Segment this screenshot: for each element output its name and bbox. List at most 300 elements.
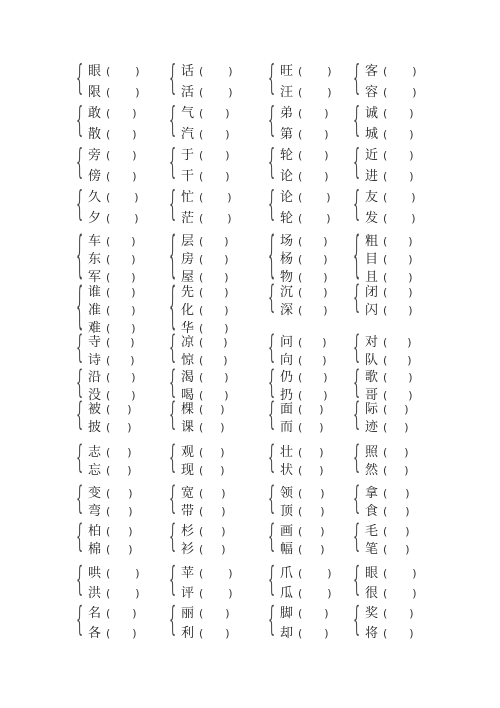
brace-glyph: {	[169, 101, 177, 142]
character: 物	[280, 270, 294, 285]
open-paren: (	[383, 421, 388, 434]
open-paren: (	[199, 322, 204, 335]
word-row	[365, 502, 410, 518]
character: 弟	[280, 106, 294, 121]
word-row	[88, 443, 132, 459]
character: 深	[280, 303, 294, 318]
close-paren: )	[131, 271, 136, 284]
brace-glyph: {	[169, 601, 177, 641]
word-row	[88, 209, 139, 225]
open-paren: (	[106, 304, 111, 317]
brace-glyph: {	[268, 440, 276, 478]
character: 各	[88, 626, 102, 641]
close-paren: )	[327, 587, 332, 600]
word-row	[280, 604, 329, 620]
word-row	[181, 461, 225, 477]
word-row	[88, 146, 137, 162]
word-row	[365, 301, 413, 317]
open-paren: (	[106, 65, 111, 78]
close-paren: )	[131, 304, 136, 317]
close-paren: )	[128, 543, 133, 556]
close-paren: )	[323, 235, 328, 248]
open-paren: (	[199, 464, 204, 477]
open-paren: (	[106, 271, 111, 284]
close-paren: )	[224, 322, 229, 335]
brace-glyph: {	[76, 397, 84, 435]
close-paren: )	[324, 107, 329, 120]
open-paren: (	[106, 322, 111, 335]
character: 弯	[88, 504, 102, 519]
close-paren: )	[411, 212, 416, 225]
character: 队	[365, 353, 379, 368]
word-row	[181, 540, 226, 556]
open-paren: (	[298, 86, 303, 99]
close-paren: )	[132, 170, 137, 183]
word-row	[181, 268, 229, 284]
close-paren: )	[409, 149, 414, 162]
character: 场	[280, 234, 294, 249]
open-paren: (	[383, 567, 388, 580]
close-paren: )	[225, 149, 230, 162]
word-row	[365, 418, 409, 434]
close-paren: )	[405, 505, 410, 518]
open-paren: (	[383, 336, 388, 349]
character: 粗	[365, 234, 379, 249]
open-paren: (	[106, 286, 111, 299]
character: 近	[365, 148, 379, 163]
word-row	[280, 400, 324, 416]
open-paren: (	[199, 235, 204, 248]
brace-glyph: {	[268, 365, 276, 403]
character: 华	[181, 321, 195, 336]
close-paren: )	[408, 286, 413, 299]
brace-glyph: {	[268, 101, 276, 142]
character: 面	[280, 402, 294, 417]
character: 轮	[280, 148, 294, 163]
word-row	[365, 283, 413, 299]
character: 奖	[365, 606, 379, 621]
character: 诗	[88, 353, 102, 368]
character: 沿	[88, 370, 102, 385]
close-paren: )	[128, 505, 133, 518]
character: 领	[280, 486, 294, 501]
open-paren: (	[298, 464, 303, 477]
character: 房	[181, 252, 195, 267]
character: 久	[88, 190, 102, 205]
character: 脚	[280, 606, 294, 621]
character: 食	[365, 504, 379, 519]
character: 将	[365, 626, 379, 641]
close-paren: )	[404, 464, 409, 477]
character: 惊	[181, 353, 195, 368]
close-paren: )	[134, 191, 139, 204]
close-paren: )	[412, 567, 417, 580]
brace-glyph: {	[169, 59, 177, 100]
character: 却	[280, 626, 294, 641]
word-row	[365, 443, 409, 459]
character: 壮	[280, 445, 294, 460]
open-paren: (	[199, 253, 204, 266]
character: 幅	[280, 542, 294, 557]
word-row	[280, 502, 325, 518]
close-paren: )	[221, 487, 226, 500]
brace-glyph: {	[169, 365, 177, 403]
close-paren: )	[127, 464, 132, 477]
open-paren: (	[298, 286, 303, 299]
open-paren: (	[199, 86, 204, 99]
character: 利	[181, 626, 195, 641]
open-paren: (	[106, 464, 111, 477]
close-paren: )	[135, 65, 140, 78]
close-paren: )	[131, 253, 136, 266]
word-row	[365, 461, 409, 477]
brace-glyph: {	[353, 143, 361, 184]
close-paren: )	[327, 86, 332, 99]
close-paren: )	[324, 170, 329, 183]
brace-glyph: {	[76, 59, 84, 100]
brace-glyph: {	[353, 101, 361, 142]
word-row	[181, 351, 228, 367]
character: 宽	[181, 486, 195, 501]
close-paren: )	[324, 128, 329, 141]
close-paren: )	[132, 128, 137, 141]
close-paren: )	[224, 271, 229, 284]
close-paren: )	[319, 403, 324, 416]
brace-glyph: {	[169, 397, 177, 435]
close-paren: )	[409, 607, 414, 620]
word-row	[365, 167, 414, 183]
character: 眼	[365, 566, 379, 581]
brace-glyph: {	[268, 143, 276, 184]
word-row	[280, 209, 331, 225]
word-row	[181, 502, 226, 518]
open-paren: (	[298, 336, 303, 349]
close-paren: )	[409, 107, 414, 120]
close-paren: )	[132, 107, 137, 120]
word-row	[280, 443, 324, 459]
close-paren: )	[131, 371, 136, 384]
word-row	[181, 167, 230, 183]
open-paren: (	[106, 253, 111, 266]
word-row	[365, 62, 417, 78]
character: 于	[181, 148, 195, 163]
open-paren: (	[383, 464, 388, 477]
word-row	[181, 443, 225, 459]
close-paren: )	[326, 212, 331, 225]
open-paren: (	[199, 354, 204, 367]
character: 课	[181, 420, 195, 435]
word-row	[88, 301, 136, 317]
word-row	[280, 188, 331, 204]
word-row	[181, 232, 229, 248]
word-row	[280, 146, 329, 162]
close-paren: )	[319, 446, 324, 459]
character: 客	[365, 64, 379, 79]
brace-glyph: {	[353, 330, 361, 368]
open-paren: (	[199, 505, 204, 518]
word-row	[280, 104, 329, 120]
word-row	[280, 564, 332, 580]
character: 评	[181, 586, 195, 601]
character: 志	[88, 445, 102, 460]
character: 变	[88, 486, 102, 501]
open-paren: (	[383, 607, 388, 620]
close-paren: )	[131, 389, 136, 402]
open-paren: (	[106, 336, 111, 349]
character: 进	[365, 169, 379, 184]
open-paren: (	[199, 543, 204, 556]
word-row	[181, 522, 226, 538]
word-row	[181, 283, 229, 299]
close-paren: )	[220, 446, 225, 459]
brace-glyph: {	[169, 279, 177, 337]
character: 笔	[365, 542, 379, 557]
character: 汽	[181, 127, 195, 142]
word-row	[181, 188, 232, 204]
close-paren: )	[220, 421, 225, 434]
close-paren: )	[324, 607, 329, 620]
character: 沉	[280, 285, 294, 300]
close-paren: )	[322, 336, 327, 349]
character: 照	[365, 445, 379, 460]
character: 夕	[88, 211, 102, 226]
close-paren: )	[224, 253, 229, 266]
word-row	[181, 125, 230, 141]
close-paren: )	[225, 128, 230, 141]
brace-glyph: {	[268, 330, 276, 368]
word-row	[280, 62, 332, 78]
word-row	[280, 522, 325, 538]
open-paren: (	[199, 212, 204, 225]
brace-glyph: {	[76, 279, 84, 337]
brace-glyph: {	[353, 365, 361, 403]
character: 丽	[181, 606, 195, 621]
brace-glyph: {	[353, 59, 361, 100]
character: 干	[181, 169, 195, 184]
open-paren: (	[298, 567, 303, 580]
open-paren: (	[106, 543, 111, 556]
word-row	[88, 461, 132, 477]
open-paren: (	[298, 271, 303, 284]
character: 车	[88, 234, 102, 249]
word-row	[365, 540, 410, 556]
character: 棵	[181, 402, 195, 417]
character: 顶	[280, 504, 294, 519]
close-paren: )	[407, 336, 412, 349]
brace-glyph: {	[268, 280, 276, 318]
brace-glyph: {	[76, 481, 84, 519]
word-row	[181, 104, 230, 120]
open-paren: (	[298, 607, 303, 620]
open-paren: (	[106, 389, 111, 402]
brace-glyph: {	[268, 481, 276, 519]
brace-glyph: {	[353, 481, 361, 519]
character: 洪	[88, 586, 102, 601]
close-paren: )	[320, 525, 325, 538]
close-paren: )	[404, 446, 409, 459]
open-paren: (	[106, 567, 111, 580]
brace-glyph: {	[353, 397, 361, 435]
open-paren: (	[106, 487, 111, 500]
character: 喝	[181, 388, 195, 403]
close-paren: )	[407, 354, 412, 367]
close-paren: )	[327, 65, 332, 78]
brace-glyph: {	[353, 185, 361, 226]
brace-glyph: {	[76, 101, 84, 142]
character: 瓜	[280, 586, 294, 601]
word-row	[88, 333, 135, 349]
open-paren: (	[298, 354, 303, 367]
close-paren: )	[131, 286, 136, 299]
word-row	[280, 333, 327, 349]
word-row	[88, 62, 140, 78]
close-paren: )	[412, 587, 417, 600]
character: 扔	[280, 388, 294, 403]
close-paren: )	[220, 464, 225, 477]
close-paren: )	[323, 371, 328, 384]
open-paren: (	[298, 371, 303, 384]
open-paren: (	[106, 505, 111, 518]
close-paren: )	[324, 627, 329, 640]
brace-glyph: {	[76, 601, 84, 641]
word-row	[88, 232, 136, 248]
open-paren: (	[383, 235, 388, 248]
open-paren: (	[383, 543, 388, 556]
character: 论	[280, 190, 294, 205]
character: 闭	[365, 285, 379, 300]
open-paren: (	[106, 86, 111, 99]
word-row	[365, 351, 412, 367]
brace-glyph: {	[353, 561, 361, 601]
word-row	[365, 146, 414, 162]
word-row	[365, 604, 414, 620]
open-paren: (	[106, 587, 111, 600]
character: 气	[181, 106, 195, 121]
close-paren: )	[408, 371, 413, 384]
close-paren: )	[323, 253, 328, 266]
open-paren: (	[383, 107, 388, 120]
word-row	[365, 484, 410, 500]
word-row	[88, 351, 135, 367]
word-row	[88, 104, 137, 120]
open-paren: (	[199, 107, 204, 120]
open-paren: (	[106, 371, 111, 384]
open-paren: (	[106, 128, 111, 141]
close-paren: )	[221, 525, 226, 538]
character: 屋	[181, 270, 195, 285]
character: 旁	[88, 148, 102, 163]
brace-glyph: {	[76, 143, 84, 184]
brace-glyph: {	[169, 561, 177, 601]
open-paren: (	[199, 525, 204, 538]
character: 名	[88, 606, 102, 621]
open-paren: (	[199, 487, 204, 500]
character: 忘	[88, 463, 102, 478]
brace-glyph: {	[76, 365, 84, 403]
word-row	[88, 167, 137, 183]
open-paren: (	[106, 212, 111, 225]
close-paren: )	[224, 371, 229, 384]
word-row	[88, 250, 136, 266]
open-paren: (	[199, 286, 204, 299]
open-paren: (	[199, 389, 204, 402]
close-paren: )	[227, 191, 232, 204]
character: 第	[280, 127, 294, 142]
close-paren: )	[135, 567, 140, 580]
open-paren: (	[383, 86, 388, 99]
word-row	[88, 418, 132, 434]
close-paren: )	[405, 525, 410, 538]
word-row	[365, 250, 413, 266]
close-paren: )	[127, 421, 132, 434]
character: 然	[365, 463, 379, 478]
character: 被	[88, 402, 102, 417]
brace-glyph: {	[353, 228, 361, 286]
word-row	[181, 584, 233, 600]
close-paren: )	[320, 543, 325, 556]
brace-glyph: {	[268, 59, 276, 100]
character: 棉	[88, 542, 102, 557]
close-paren: )	[135, 86, 140, 99]
open-paren: (	[199, 587, 204, 600]
word-row	[280, 461, 324, 477]
word-row	[280, 125, 329, 141]
word-row	[280, 301, 328, 317]
close-paren: )	[319, 421, 324, 434]
close-paren: )	[225, 607, 230, 620]
open-paren: (	[199, 336, 204, 349]
close-paren: )	[404, 403, 409, 416]
character: 向	[280, 353, 294, 368]
character: 友	[365, 190, 379, 205]
open-paren: (	[298, 128, 303, 141]
close-paren: )	[220, 403, 225, 416]
open-paren: (	[298, 170, 303, 183]
word-row	[365, 268, 413, 284]
close-paren: )	[405, 487, 410, 500]
character: 杨	[280, 252, 294, 267]
open-paren: (	[199, 567, 204, 580]
close-paren: )	[404, 421, 409, 434]
close-paren: )	[408, 304, 413, 317]
character: 现	[181, 463, 195, 478]
word-row	[181, 146, 230, 162]
character: 苹	[181, 566, 195, 581]
close-paren: )	[409, 128, 414, 141]
character: 闪	[365, 303, 379, 318]
word-row	[181, 604, 230, 620]
character: 化	[181, 303, 195, 318]
open-paren: (	[199, 128, 204, 141]
open-paren: (	[298, 587, 303, 600]
brace-glyph: {	[268, 397, 276, 435]
character: 状	[280, 463, 294, 478]
character: 论	[280, 169, 294, 184]
open-paren: (	[383, 170, 388, 183]
close-paren: )	[221, 543, 226, 556]
close-paren: )	[326, 191, 331, 204]
word-row	[365, 188, 416, 204]
character: 难	[88, 321, 102, 336]
brace-glyph: {	[76, 440, 84, 478]
word-row	[280, 351, 327, 367]
close-paren: )	[224, 235, 229, 248]
open-paren: (	[199, 421, 204, 434]
open-paren: (	[106, 607, 111, 620]
open-paren: (	[383, 304, 388, 317]
close-paren: )	[319, 464, 324, 477]
close-paren: )	[228, 65, 233, 78]
